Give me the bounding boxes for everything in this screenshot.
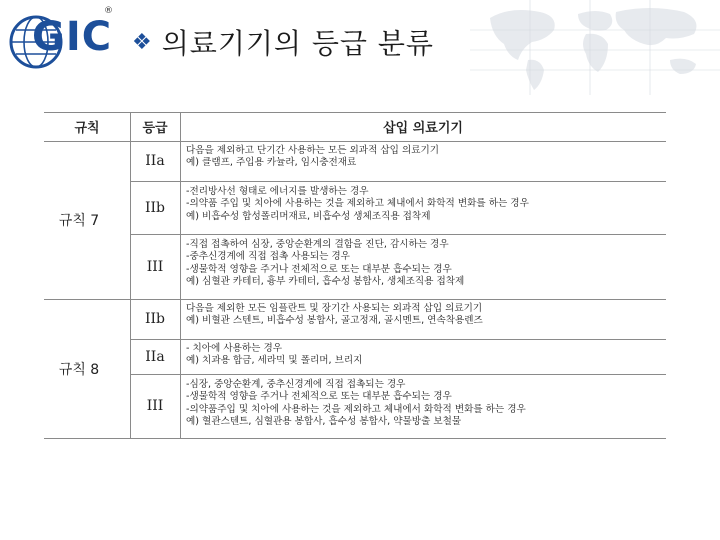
registered-mark: ® — [104, 6, 113, 16]
device-description — [186, 145, 439, 170]
description-line: -생물학적 영향을 주거나 전체적으로 또는 대부분 흡수되는 경우 — [186, 263, 452, 275]
device-description — [186, 379, 526, 429]
description-line: -생물학적 영향을 주거나 전체적으로 또는 대부분 흡수되는 경우 — [186, 391, 452, 403]
grade-cell: III — [146, 258, 164, 275]
title-row — [132, 22, 434, 62]
slide-header — [0, 0, 720, 100]
table-bottom-border — [44, 438, 666, 439]
rule-7-label: 규칙 7 — [58, 213, 100, 229]
description-line: -중추신경계에 직접 접촉 사용되는 경우 — [186, 251, 350, 263]
page-title: 의료기기의 등급 분류 — [161, 27, 434, 60]
logo-text: GIC — [32, 14, 113, 60]
description-line: -의약품 주입 및 치아에 사용하는 것을 제외하고 체내에서 화학적 변화를 하는 경우 — [186, 198, 529, 210]
description-line: 예) 심혈관 카테터, 흉부 카테터, 흡수성 봉합사, 생체조직용 접착제 — [186, 276, 465, 288]
device-description — [186, 343, 362, 368]
description-line: -심장, 중앙순환계, 중추신경계에 직접 접촉되는 경우 — [186, 379, 406, 390]
column-header-device: 삽입 의료기기 — [383, 121, 463, 136]
row-divider — [130, 374, 666, 375]
description-line: 예) 혈관스텐트, 심혈관용 봉합사, 흡수성 봉합사, 약물방출 보철물 — [186, 416, 462, 428]
grade-cell: III — [146, 398, 164, 414]
description-line: 예) 치과용 합금, 세라믹 및 폴리머, 브리지 — [186, 355, 363, 367]
description-line: - 치아에 사용하는 경우 — [186, 343, 283, 354]
description-line: 예) 비혈관 스텐트, 비흡수성 봉합사, 골고정재, 골시멘트, 연속착용렌즈 — [186, 315, 483, 327]
row-divider — [130, 339, 666, 340]
description-line: 다음을 제외하고 단기간 사용하는 모든 외과적 삽입 의료기기 — [186, 145, 440, 156]
grade-cell: IIb — [144, 311, 166, 327]
description-line: -의약품주입 및 치아에 사용하는 것을 제외하고 체내에서 화학적 변화를 하는 경우 — [186, 403, 526, 415]
description-line: -전리방사선 형태로 에너지를 발생하는 경우 — [186, 186, 369, 197]
world-map-watermark — [470, 0, 720, 95]
column-header-rule: 규칙 — [74, 121, 100, 136]
row-divider — [130, 234, 666, 235]
row-divider — [130, 181, 666, 182]
description-line: -직접 접촉하여 심장, 중앙순환계의 결함을 진단, 감시하는 경우 — [186, 239, 449, 250]
column-divider — [180, 112, 181, 439]
classification-table — [44, 112, 666, 526]
device-description — [186, 239, 464, 289]
rule-8-label: 규칙 8 — [58, 361, 100, 378]
grade-cell: IIb — [144, 199, 166, 216]
grade-cell: IIa — [145, 153, 165, 169]
diamond-bullet-icon: ❖ — [132, 29, 152, 55]
grade-cell: IIa — [145, 348, 165, 365]
description-line: 예) 비흡수성 합성폴리머재료, 비흡수성 생체조직용 접착제 — [186, 210, 431, 222]
description-line: 다음을 제외한 모든 임플란트 및 장기간 사용되는 외과적 삽입 의료기기 — [186, 303, 483, 314]
device-description — [186, 186, 529, 223]
description-line: 예) 클램프, 주입용 카뉼라, 임시충전재료 — [186, 157, 357, 169]
device-description — [186, 303, 483, 328]
column-header-grade: 등급 — [142, 121, 168, 136]
